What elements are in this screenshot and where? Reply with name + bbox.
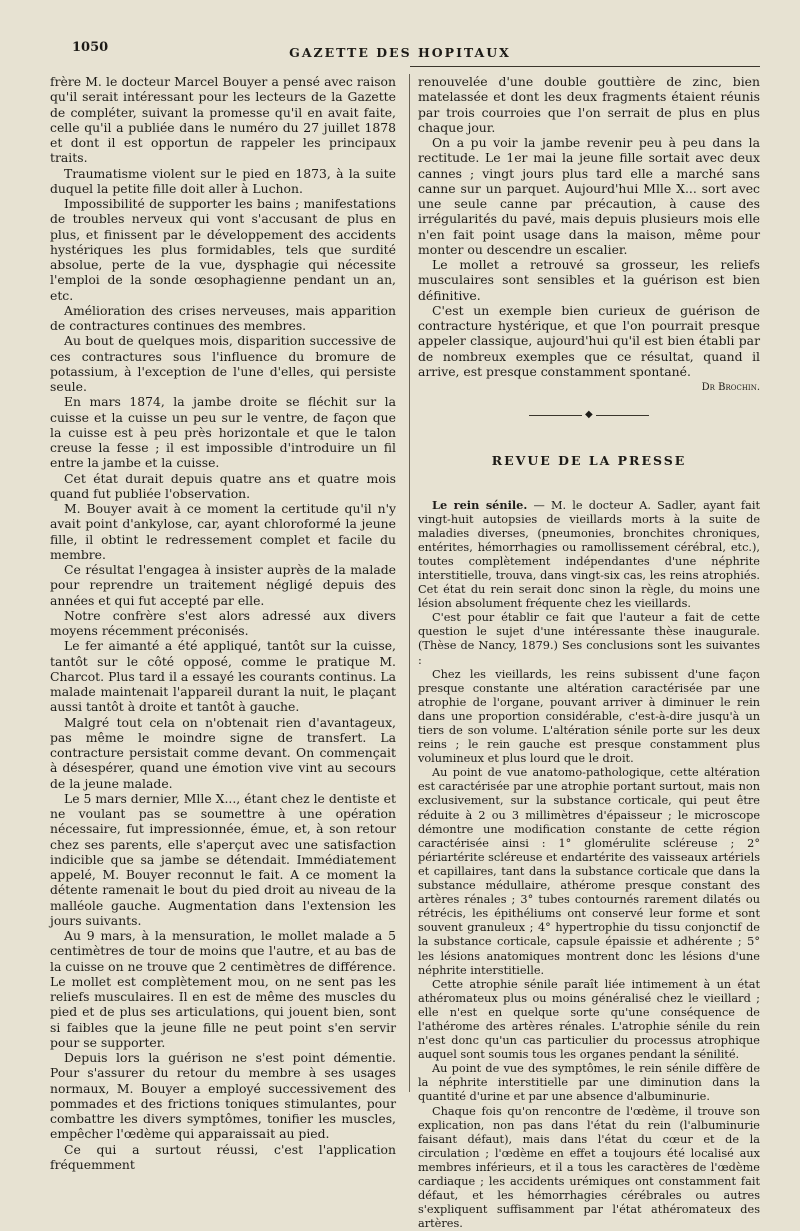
page-number: 1050 [72,40,108,55]
paragraph: On a pu voir la jambe revenir peu à peu dans la rectitude. Le 1er mai la jeune fille sortait avec deux cannes ; vingt jours plus tard elle a marché sans canne sur un parquet. Aujourd'hui Mlle X... sort avec une seule canne par précaution, à cause des irrégularités du pavé, mais depuis plusieurs mois elle n'en fait point usage dans la maison, même pour monter ou descendre un escalier. [418,135,760,257]
column-divider [409,74,410,1092]
paragraph: Depuis lors la guérison ne s'est point démentie. Pour s'assurer du retour du membre à ses usages normaux, M. Bouyer a employé successivement des pommades et des frictions toniques stimulantes, pour combattre les divers symptômes, tonifier les muscles, empêcher l'œdème qui apparaissait au pied. [50,1050,396,1142]
paragraph: C'est pour établir ce fait que l'auteur a fait de cette question le sujet d'une intéressante thèse inaugurale. (Thèse de Nancy, 1879.) Ses conclusions sont les suivantes : [418,611,760,667]
press-review-article [418,498,760,1231]
right-column [418,74,760,1231]
header-rule [410,66,760,67]
paragraph: — M. le docteur A. Sadler, ayant fait vingt-huit autopsies de vieillards morts à la suite de maladies diverses, (pneumonies, bronchites chroniques, entérites, hémorrhagies ou ramollissement cérébral, etc.), toutes complètement indépendantes d'une néphrite interstitielle, trouva, dans vingt-six cas, les reins atrophiés. Cet état du rein serait donc sinon la règle, du moins une lésion absolument fréquente chez les vieillards. [418,499,760,611]
paragraph: C'est un exemple bien curieux de guérison de contracture hystérique, et que l'on pourrait presque appeler classique, aujourd'hui qu'il est bien établi par de nombreux exemples que ce résultat, quand il arrive, est presque constamment spontané. [418,303,760,379]
paragraph: renouvelée d'une double gouttière de zinc, bien matelassée et dont les deux fragments étaient réunis par trois courroies que l'on serrait de plus en plus chaque jour. [418,74,760,135]
paragraph: Cette atrophie sénile paraît liée intimement à un état athéromateux plus ou moins généralisé chez le vieillard ; elle n'est en quelque sorte qu'une conséquence de l'athérome des artères rénales. L'atrophie sénile du rein n'est donc qu'un cas particulier du processus atrophique auquel sont soumis tous les organes pendant la sénilité. [418,978,760,1063]
left-column [50,74,396,1172]
paragraph: Cet état durait depuis quatre ans et quatre mois quand fut publiée l'observation. [50,471,396,502]
paragraph: Le 5 mars dernier, Mlle X..., étant chez le dentiste et ne voulant pas se soumettre à une opération nécessaire, fut impressionnée, émue, et, à son retour chez ses parents, elle s'aperçut avec une satisfaction indicible que sa jambe se détendait. Immédiatement appelé, M. Bouyer reconnut le fait. A ce moment la détente ramenait le bout du pied droit au niveau de la malléole gauche. Augmentation dans l'extension les jours suivants. [50,791,396,928]
section-title: REVUE DE LA PRESSE [418,453,760,468]
paragraph: Au 9 mars, à la mensuration, le mollet malade a 5 centimètres de tour de moins que l'autre, et au bas de la cuisse on ne trouve que 2 centimètres de différence. Le mollet est complètement mou, on ne sent pas les reliefs musculaires. Il en est de même des muscles du pied et de plus ses articulations, qui jouent bien, sont si faibles que la jeune fille ne peut point s'en servir pour se supporter. [50,928,396,1050]
paragraph: Notre confrère s'est alors adressé aux divers moyens récemment préconisés. [50,608,396,639]
paragraph: Au point de vue des symptômes, le rein sénile diffère de la néphrite interstitielle par une diminution dans la quantité d'urine et par une absence d'albuminurie. [418,1062,760,1104]
paragraph: Malgré tout cela on n'obtenait rien d'avantageux, pas même le moindre signe de transfert. La contracture persistait comme devant. On commençait à désespérer, quand une émotion vive vint au secours de la jeune malade. [50,715,396,791]
paragraph: Chez les vieillards, les reins subissent d'une façon presque constante une altération caractérisée par une atrophie de l'organe, pouvant arriver à diminuer le rein dans une proportion considérable, c'est-à-dire jusqu'à un tiers de son volume. L'altération sénile porte sur les deux reins ; le rein gauche est presque constamment plus volumineux et plus lourd que le droit. [418,668,760,767]
paragraph: Chaque fois qu'on rencontre de l'œdème, il trouve son explication, non pas dans l'état du rein (l'albuminurie faisant défaut), mais dans l'état du cœur et de la circulation ; l'œdème en effet a toujours été localisé aux membres inférieurs, et il a tous les caractères de l'œdème cardiaque ; les accidents urémiques ont constamment fait défaut, et les hémorrhagies cérébrales ou autres s'expliquent suffisamment par l'état athéromateux des artères. [418,1105,760,1231]
paragraph: M. Bouyer avait à ce moment la certitude qu'il n'y avait point d'ankylose, car, ayant chloroformé la jeune fille, il obtint le redressement complet et facile du membre. [50,501,396,562]
paragraph: Ce résultat l'engagea à insister auprès de la malade pour reprendre un traitement négligé depuis des années et qui fut accepté par elle. [50,562,396,608]
paragraph: Amélioration des crises nerveuses, mais apparition de contractures continues des membres. [50,303,396,334]
author-signature: Dr Brochin. [418,380,760,395]
paragraph: frère M. le docteur Marcel Bouyer a pensé avec raison qu'il serait intéressant pour les lecteurs de la Gazette de compléter, suivant la promesse qu'il en avait faite, celle qu'il a publiée dans le numéro du 27 juillet 1878 et dont il est opportun de rappeler les principaux traits. [50,74,396,166]
paragraph: En mars 1874, la jambe droite se fléchit sur la cuisse et la cuisse un peu sur le ventre, de façon que la cuisse est à peu près horizontale et que le talon creuse la fesse ; il est impossible d'introduire un fil entre la jambe et la cuisse. [50,394,396,470]
paragraph: Le mollet a retrouvé sa grosseur, les reliefs musculaires sont sensibles et la guérison est bien définitive. [418,257,760,303]
paragraph: Le fer aimanté a été appliqué, tantôt sur la cuisse, tantôt sur le côté opposé, comme le pratique M. Charcot. Plus tard il a essayé les courants continus. La malade maintenait l'appareil durant la nuit, le plaçant aussi tantôt à droite et tantôt à gauche. [50,638,396,714]
paragraph: Ce qui a surtout réussi, c'est l'application fréquemment [50,1142,396,1173]
article-heading: Le rein sénile. [432,498,527,512]
paragraph: Traumatisme violent sur le pied en 1873, à la suite duquel la petite fille doit aller à Luchon. [50,166,396,197]
paragraph: Au point de vue anatomo-pathologique, cette altération est caractérisée par une atrophie portant surtout, mais non exclusivement, sur la substance corticale, qui peut être réduite à 2 ou 3 millimètres d'épaisseur ; le microscope démontre une modification constante de cette région caractérisée ainsi : 1° glomérulite scléreuse ; 2° périartérite scléreuse et endartérite des vaisseaux artériels et capillaires, tant dans la substance corticale que dans la substance médullaire, athérome presque constant des artères rénales ; 3° tubes contournés rarement dilatés ou rétrécis, les épithéliums ont conservé leur forme et sont souvent granuleux ; 4° hypertrophie du tissu conjonctif de la substance corticale, capsule épaissie et adhérente ; 5° les lésions anatomiques montrent donc les lésions d'une néphrite interstitielle. [418,766,760,977]
paragraph: Au bout de quelques mois, disparition successive de ces contractures sous l'influence du bromure de potassium, à l'exception de l'une d'elles, qui persiste seule. [50,333,396,394]
running-title: GAZETTE DES HOPITAUX [0,45,800,60]
paragraph: Impossibilité de supporter les bains ; manifestations de troubles nerveux qui vont s'accusant de plus en plus, et finissent par le développement des accidents hystériques les plus formidables, tels que surdité absolue, perte de la vue, dysphagie qui nécessite l'emploi de la sonde œsophagienne pendant un an, etc. [50,196,396,303]
section-ornament [529,412,649,420]
